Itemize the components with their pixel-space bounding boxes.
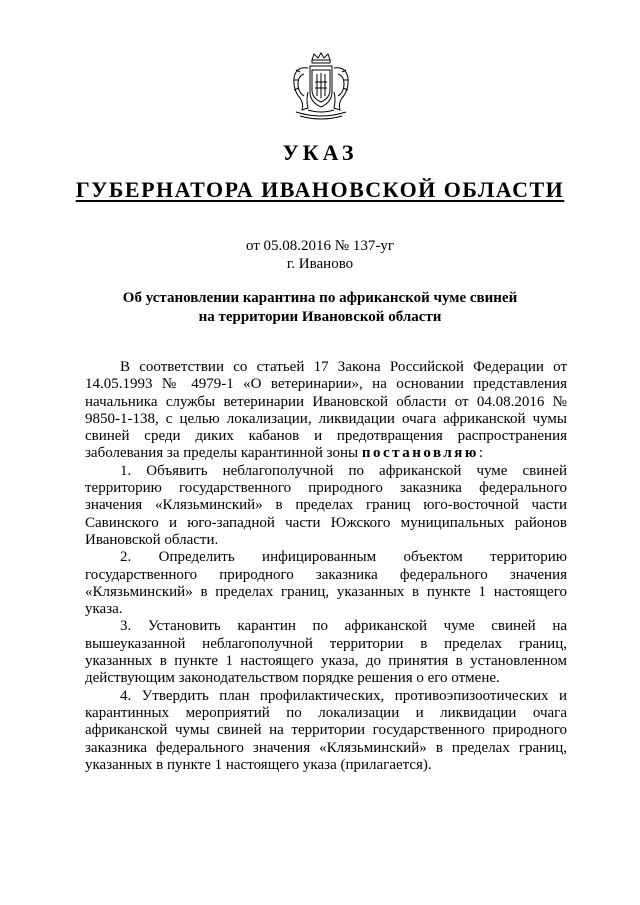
coat-of-arms-icon <box>290 52 352 122</box>
decree-colon: : <box>478 445 484 462</box>
item-4-paragraph: 4. Утвердить план профилактических, противоэпизоотических и карантинных мероприятий по локализации и ликвидации очага африканской чумы свиней на территории государственного природного заказника федерального значения «Клязьминский» в пределах границ, указанных в пункте 1 настоящего указа (прилагается). <box>85 687 567 773</box>
intro-text: В соответствии со статьей 17 Закона Российской Федерации от 14.05.1993 № 4979-1 «О ветеринарии», на основании представления начальника службы ветеринарии Ивановской области от 04.08.2016 № 9850-1-138, с целью локализации, ликвидации очага африканской чумы свиней среди диких кабанов и предотвращения распространения заболевания за пределы карантинной зоны <box>85 359 567 462</box>
intro-paragraph <box>85 359 567 463</box>
document-body <box>85 359 567 774</box>
subject-line-1: Об установлении карантина по африканской чуме свиней <box>122 290 518 306</box>
decree-word: постановляю <box>361 445 479 462</box>
item-1-paragraph: 1. Объявить неблагополучной по африканской чуме свиней территорию государственного природного заказника федерального значения «Клязьминский» в пределах границ юго-восточной части Савинского и юго-западной части Южского муниципальных районов Ивановской области. <box>85 462 567 548</box>
document-subject <box>60 289 580 327</box>
document-issuer: ГУБЕРНАТОРА ИВАНОВСКОЙ ОБЛАСТИ <box>75 177 565 202</box>
document-title: УКАЗ <box>282 140 358 165</box>
document-city: г. Иваново <box>286 256 354 272</box>
item-2-paragraph: 2. Определить инфицированным объектом территорию государственного природного заказника федерального значения «Клязьминский» в пределах границ, указанных в пункте 1 настоящего указа. <box>85 549 567 618</box>
document-date-number: от 05.08.2016 № 137-уг <box>245 238 395 254</box>
subject-line-2: на территории Ивановской области <box>198 309 442 325</box>
item-3-paragraph: 3. Установить карантин по африканской чуме свиней на вышеуказанной неблагополучной территории в пределах границ, указанных в пункте 1 настоящего указа, до принятия в установленном действующим законодательством порядке решения о его отмене. <box>85 618 567 687</box>
